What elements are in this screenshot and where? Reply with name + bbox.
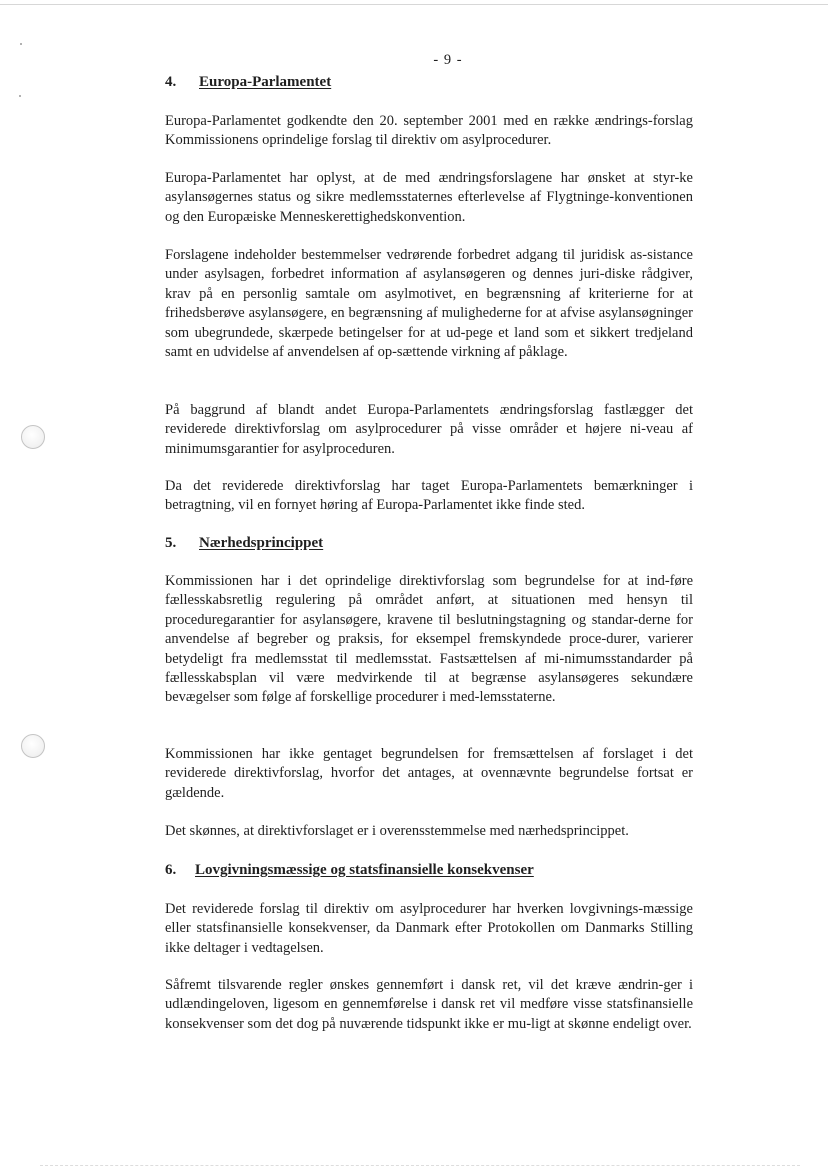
section-title: Europa-Parlamentet [199,74,332,90]
section-heading-5 [165,535,323,552]
page-number: - 9 - [433,52,463,68]
paragraph: Det reviderede forslag til direktiv om asylprocedurer har hverken lovgivnings-mæssige eller statsfinansielle konsekvenser, da Danmark efter Protokollen om Danmarks Stilling ikke deltager i vedtagelsen. [165,901,693,956]
paragraph: Kommissionen har ikke gentaget begrundelsen for fremsættelsen af forslaget i det reviderede direktivforslag, hvorfor det antages, at ovennævnte begrundelse fortsat er gældende. [165,746,693,801]
section-title: Lovgivningsmæssige og statsfinansielle konsekvenser [195,862,534,878]
paragraph: På baggrund af blandt andet Europa-Parlamentets ændringsforslag fastlægger det reviderede direktivforslag om asylprocedurer på visse områder et højere ni-veau af minimumsgarantier for asylproceduren. [165,402,693,457]
paragraph: Europa-Parlamentet har oplyst, at de med ændringsforslagene har ønsket at styr-ke asylansøgernes status og sikre medlemsstaternes efterlevelse af Flygtninge-konventionen og den Europæiske Menneskerettighedskonvention. [165,170,693,225]
scan-bottom-edge [40,1165,800,1167]
paragraph: Det skønnes, at direktivforslaget er i overensstemmelse med nærhedsprincippet. [165,823,629,839]
scan-top-edge [0,4,828,5]
paragraph: Forslagene indeholder bestemmelser vedrørende forbedret adgang til juridisk as-sistance under asylsagen, forbedret information af asylansøgeren og dennes juri-diske rådgiver, krav på en personlig samtale om asylmotivet, en begrænsning af kriterierne for at frihedsberøve asylansøgere, en begrænsning af mulighederne for at afvise asylansøgninger som ubegrundede, skærpede betingelser for at ud-pege et land som et sikkert tredjeland samt en udvidelse af anvendelsen af op-sættende virkning af påklage. [165,247,693,361]
punch-hole [21,425,45,449]
paragraph: Såfremt tilsvarende regler ønskes gennemført i dansk ret, vil det kræve ændrin-ger i udlændingeloven, ligesom en gennemførelse i dansk ret vil medføre visse statsfinansielle konsekvenser som det dog på nuværende tidspunkt ikke er mu-ligt at skønne endeligt over. [165,977,693,1032]
section-heading-6 [165,862,534,879]
scan-speck [20,43,22,45]
section-title: Nærhedsprincippet [199,535,324,551]
punch-hole [21,734,45,758]
section-number: 6. [165,862,177,878]
paragraph: Europa-Parlamentet godkendte den 20. september 2001 med en række ændrings-forslag Kommissionens oprindelige forslag til direktiv om asylprocedurer. [165,113,693,149]
paragraph: Kommissionen har i det oprindelige direktivforslag som begrundelse for at ind-føre fællesskabsretlig regulering på området anført, at situationen med hensyn til proceduregarantier for asylansøgere, kravene til beslutningstagning og standar-derne for anvendelse af begreber og praksis, for eksempel fremskyndede proce-durer, varierer betydeligt fra medlemsstat til medlemsstat. Fastsættelsen af mi-nimumsstandarder på fællesskabsplan vil være medvirkende til at begrænse asylansøgeres sekundære bevægelser som følge af forskellige procedurer i med-lemsstaterne. [165,573,693,706]
section-number: 4. [165,74,177,90]
scan-speck [19,95,21,97]
paragraph: Da det reviderede direktivforslag har taget Europa-Parlamentets bemærkninger i betragtning, vil en fornyet høring af Europa-Parlamentet ikke finde sted. [165,478,693,514]
section-number: 5. [165,535,177,551]
section-heading-4 [165,74,331,91]
